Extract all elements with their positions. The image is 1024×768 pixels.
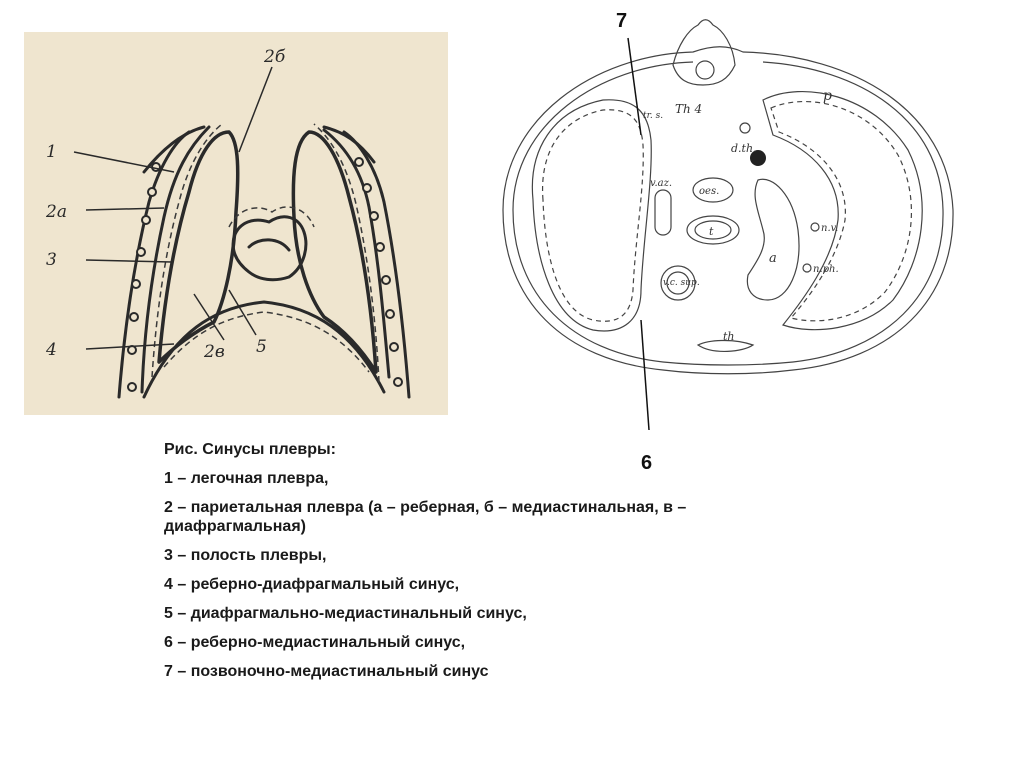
label-th: th <box>723 330 735 343</box>
caption-item: 7 – позвоночно-медиастинальный синус <box>164 663 489 680</box>
caption-title: Рис. Синусы плевры: <box>164 441 336 458</box>
label-n-ph: n.ph. <box>813 264 839 275</box>
label-4: 4 <box>46 340 57 360</box>
label-2a: 2а <box>46 202 67 222</box>
label-2v: 2в <box>204 342 225 362</box>
label-oes: oes. <box>699 186 720 197</box>
label-v-c-sup: v.c. sup. <box>663 278 700 288</box>
label-v-az: v.az. <box>650 178 673 189</box>
label-2b: 2б <box>264 47 286 67</box>
figure-caption <box>164 440 864 691</box>
label-1: 1 <box>46 142 57 162</box>
label-t: t <box>709 225 714 238</box>
caption-item: 4 – реберно-диафрагмальный синус, <box>164 576 460 593</box>
label-th4: Th 4 <box>675 102 703 116</box>
caption-item: 1 – легочная плевра, <box>164 470 329 487</box>
caption-item: 5 – диафрагмально-медиастинальный синус, <box>164 605 527 622</box>
transverse-section-figure <box>473 0 988 432</box>
label-d-th: d.th. <box>731 142 757 155</box>
label-tr-s: tr. s. <box>643 111 664 121</box>
label-p: p <box>823 88 832 104</box>
callout-6: 6 <box>641 452 653 474</box>
label-a: a <box>769 251 777 266</box>
caption-item: 2 – париетальная плевра (а – реберная, б – медиастинальная, в – диафрагмальная) <box>164 499 687 535</box>
label-n-v: n.v. <box>821 223 839 234</box>
caption-item: 6 – реберно-медиастинальный синус, <box>164 634 466 651</box>
label-5: 5 <box>256 337 267 357</box>
leader-line-6 <box>641 320 649 430</box>
callout-7: 7 <box>616 10 628 32</box>
transverse-section-drawing <box>473 0 988 432</box>
label-3: 3 <box>46 250 57 270</box>
caption-item: 3 – полость плевры, <box>164 547 327 564</box>
leader-line-7 <box>628 38 641 135</box>
frontal-section-drawing <box>24 32 448 415</box>
pleural-sinuses-frontal-figure <box>24 32 448 415</box>
